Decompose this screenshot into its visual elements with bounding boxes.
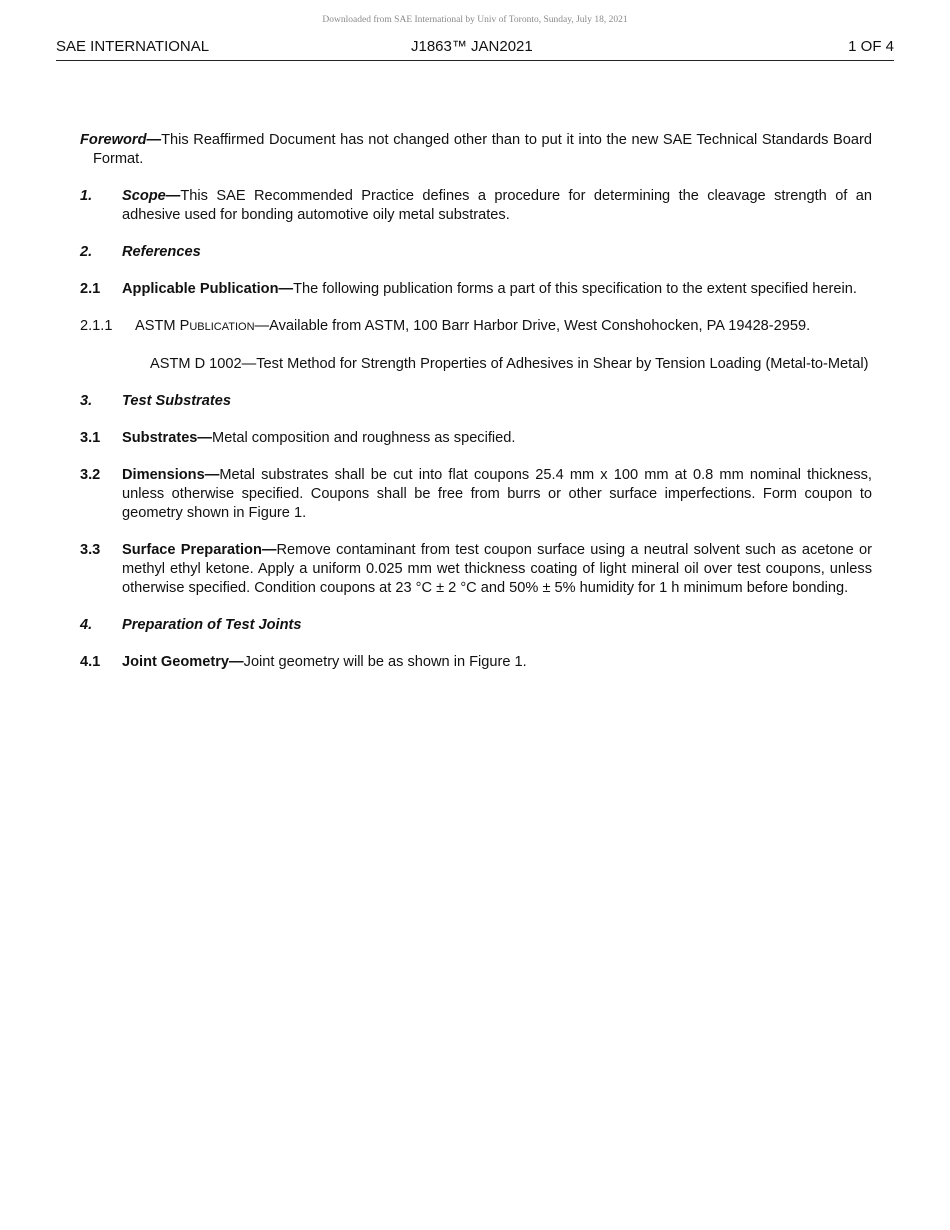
section-2-1 — [80, 280, 872, 299]
section-title: Joint Geometry— — [122, 654, 244, 670]
foreword-label: Foreword— — [80, 132, 162, 148]
section-text: Joint geometry will be as shown in Figure 1. — [243, 654, 527, 670]
section-title: Substrates— — [122, 430, 213, 446]
section-text: This SAE Recommended Practice defines a procedure for determining the cleavage strength of an adhesive used for bonding automotive oily metal substrates. — [122, 188, 872, 223]
section-number: 4.1 — [80, 654, 101, 670]
header-document-id: J1863™ JAN2021 — [411, 38, 533, 55]
section-4 — [80, 616, 872, 635]
section-3-3 — [80, 541, 872, 598]
section-text: Metal composition and roughness as specified. — [212, 430, 516, 446]
section-number: 1. — [80, 188, 93, 204]
section-number: 2.1.1 — [80, 318, 113, 334]
section-title: References — [122, 244, 201, 260]
document-body — [80, 131, 872, 690]
section-title: Dimensions— — [122, 467, 220, 483]
section-title: Scope— — [122, 188, 181, 204]
foreword-paragraph — [80, 131, 872, 169]
section-3 — [80, 392, 872, 411]
section-title: Preparation of Test Joints — [122, 617, 302, 633]
section-number: 2. — [80, 244, 93, 260]
section-title: ASTM P — [135, 318, 190, 334]
section-title: Surface Preparation— — [122, 542, 277, 558]
section-4-1 — [80, 653, 872, 672]
section-3-2 — [80, 466, 872, 523]
page-header — [56, 38, 894, 61]
section-number: 3. — [80, 393, 93, 409]
section-2 — [80, 243, 872, 262]
section-text: Metal substrates shall be cut into flat coupons 25.4 mm x 100 mm at 0.8 mm nominal thickness, unless otherwise specified. Coupons shall be free from burrs or other surface imperfections. Form coupon to geometry shown in Figure 1. — [122, 467, 872, 521]
header-page-number: 1 OF 4 — [848, 38, 894, 55]
section-1 — [80, 187, 872, 225]
section-number: 4. — [80, 617, 93, 633]
section-3-1 — [80, 429, 872, 448]
section-text: Remove contaminant from test coupon surface using a neutral solvent such as acetone or methyl ethyl ketone. Apply a uniform 0.025 mm wet thickness coating of light mineral oil over test coupons, unless otherwise specified. Condition coupons at 23 °C ± 2 °C and 50% ± 5% humidity for 1 h minimum before bonding. — [122, 542, 872, 596]
header-organization: SAE INTERNATIONAL — [56, 38, 210, 55]
section-text: The following publication forms a part of this specification to the extent specified herein. — [293, 281, 857, 297]
download-watermark: Downloaded from SAE International by Univ of Toronto, Sunday, July 18, 2021 — [322, 15, 628, 25]
section-number: 2.1 — [80, 281, 101, 297]
reference-astm-d1002: ASTM D 1002—Test Method for Strength Properties of Adhesives in Shear by Tension Loading (Metal-to-Metal) — [150, 356, 869, 372]
section-2-1-1 — [80, 317, 872, 337]
section-number: 3.2 — [80, 467, 101, 483]
section-number: 3.1 — [80, 430, 101, 446]
section-number: 3.3 — [80, 542, 101, 558]
section-title: Test Substrates — [122, 393, 231, 409]
section-title-smallcaps: UBLICATION — [189, 321, 255, 333]
section-title: Applicable Publication— — [122, 281, 294, 297]
foreword-text: This Reaffirmed Document has not changed other than to put it into the new SAE Technical Standards Board Format. — [93, 132, 872, 167]
section-text: —Available from ASTM, 100 Barr Harbor Drive, West Conshohocken, PA 19428-2959. — [254, 318, 811, 334]
